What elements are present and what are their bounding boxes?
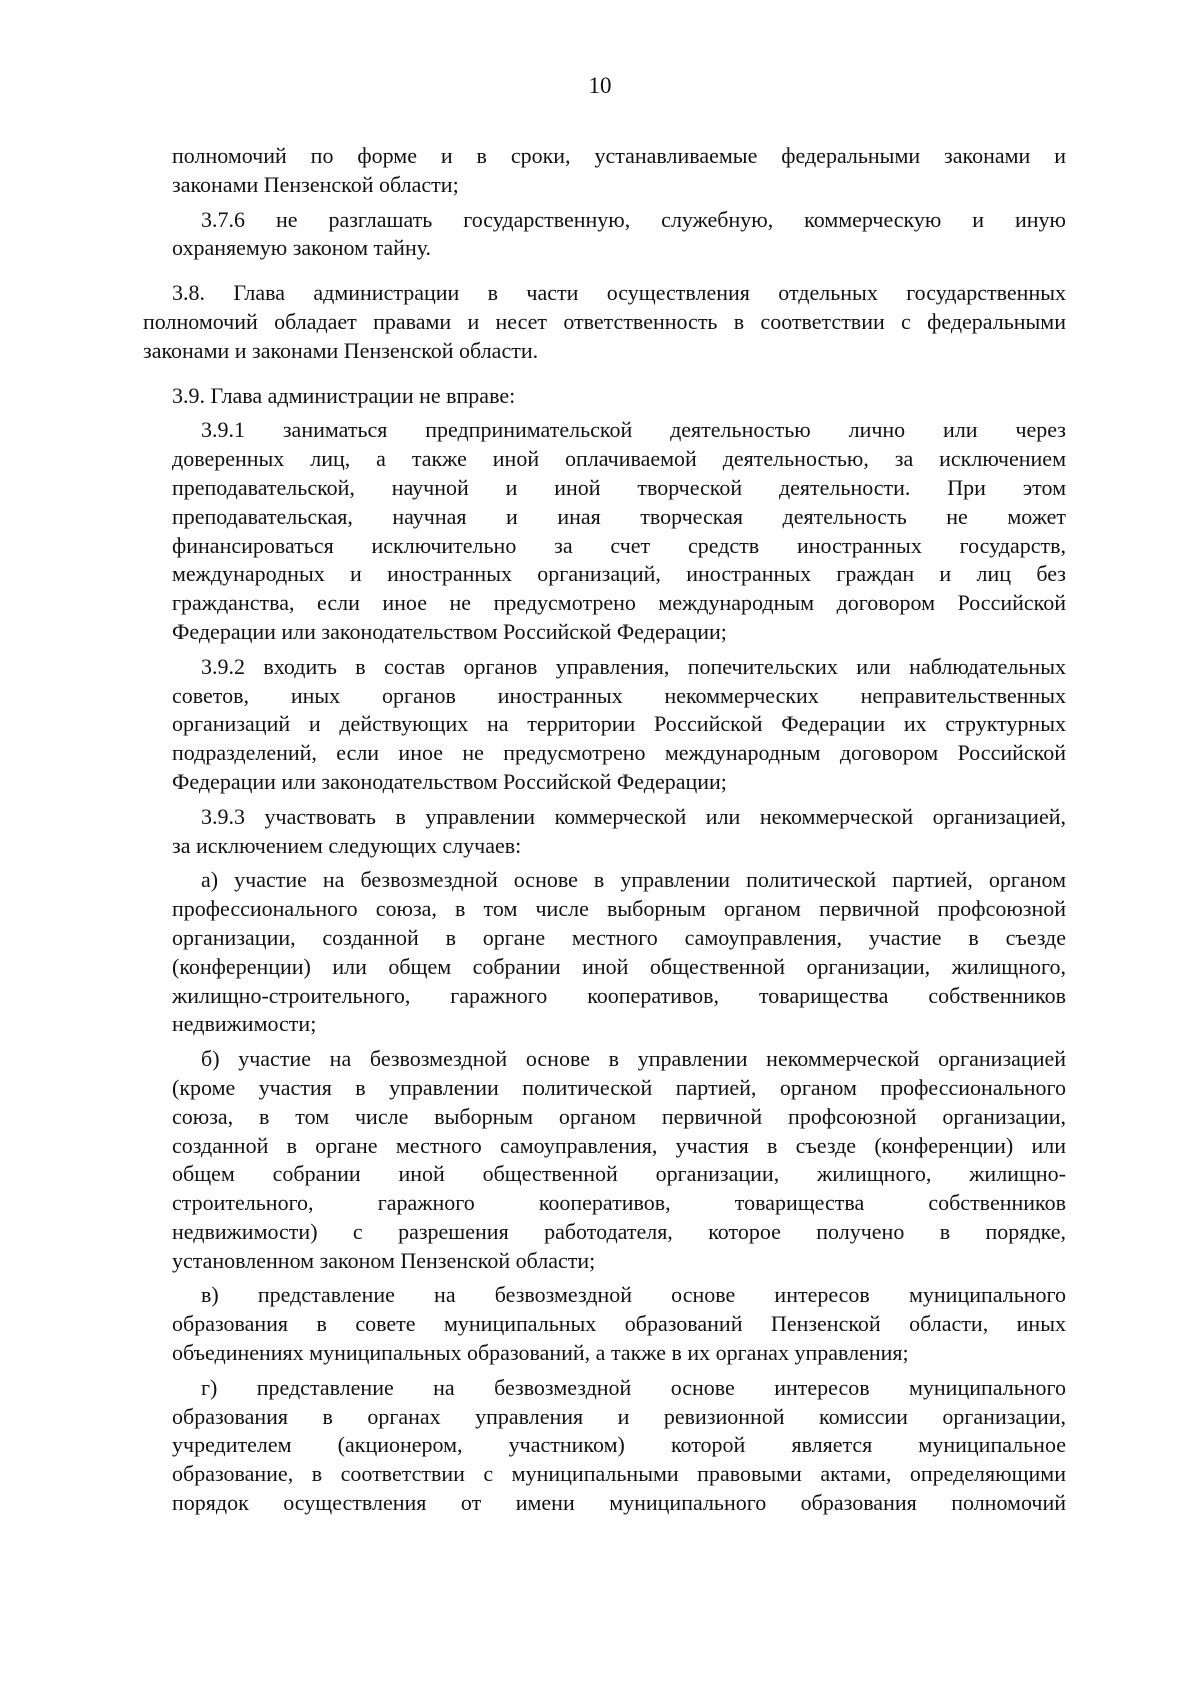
text-line: союза, в том числе выборным органом первичной профсоюзной организации, xyxy=(172,1103,1066,1129)
text-line: строительного, гаражного кооперативов, товарищества собственников xyxy=(172,1190,1066,1216)
paragraph-p4 xyxy=(143,382,1066,411)
text-line: финансироваться исключительно за счет средств иностранных государств, xyxy=(172,532,1066,558)
paragraph-p2 xyxy=(143,206,1066,264)
text-line: учредителем (акционером, участником) которой является муниципальное xyxy=(172,1432,1066,1458)
text-line: порядок осуществления от имени муниципального образования полномочий xyxy=(172,1490,1066,1516)
text-line: созданной в органе местного самоуправления, участия в съезде (конференции) или xyxy=(172,1132,1066,1158)
text-line: полномочий по форме и в сроки, устанавливаемые федеральными законами и xyxy=(172,143,1066,168)
text-line: образования в органах управления и ревизионной комиссии организации, xyxy=(172,1403,1066,1429)
text-line: 3.7.6 не разглашать государственную, служебную, коммерческую и иную xyxy=(201,206,1066,232)
text-line: Федерации или законодательством Российской Федерации; xyxy=(172,768,727,794)
text-line: в) представление на безвозмездной основе интересов муниципального xyxy=(201,1282,1066,1308)
text-line: б) участие на безвозмездной основе в управлении некоммерческой организацией xyxy=(201,1046,1066,1072)
text-line: недвижимости) с разрешения работодателя, которое получено в порядке, xyxy=(172,1218,1066,1244)
text-line: профессионального союза, в том числе выборным органом первичной профсоюзной xyxy=(172,896,1066,922)
paragraph-p3 xyxy=(143,279,1066,365)
text-line: Федерации или законодательством Российской Федерации; xyxy=(172,618,727,644)
document-body xyxy=(143,142,1066,1524)
text-line: за исключением следующих случаев: xyxy=(172,832,522,858)
paragraph-p10 xyxy=(143,1281,1066,1367)
page-number: 10 xyxy=(588,73,612,98)
text-line: международных и иностранных организаций, иностранных граждан и лиц без xyxy=(172,561,1066,587)
text-line: доверенных лиц, а также иной оплачиваемой деятельностью, за исключением xyxy=(172,446,1066,472)
paragraph-p8 xyxy=(143,866,1066,1039)
text-line: преподавательской, научной и иной творческой деятельности. При этом xyxy=(172,474,1066,500)
paragraph-p6 xyxy=(143,653,1066,797)
text-line: а) участие на безвозмездной основе в управлении политической партией, органом xyxy=(201,867,1066,893)
text-line: 3.9. Глава администрации не вправе: xyxy=(172,382,516,408)
text-line: (кроме участия в управлении политической партией, органом профессионального xyxy=(172,1074,1066,1100)
text-line: 3.9.3 участвовать в управлении коммерческой или некоммерческой организацией, xyxy=(201,803,1066,829)
text-line: 3.9.2 входить в состав органов управления, попечительских или наблюдательных xyxy=(201,653,1066,679)
text-line: гражданства, если иное не предусмотрено международным договором Российской xyxy=(172,590,1066,616)
text-line: установленном законом Пензенской области; xyxy=(172,1247,596,1273)
text-line: преподавательская, научная и иная творческая деятельность не может xyxy=(172,503,1066,529)
text-line: (конференции) или общем собрании иной общественной организации, жилищного, xyxy=(172,953,1066,979)
paragraph-p9 xyxy=(143,1045,1066,1275)
text-line: советов, иных органов иностранных некоммерческих неправительственных xyxy=(172,682,1066,708)
text-line: общем собрании иной общественной организации, жилищного, жилищно- xyxy=(172,1161,1066,1187)
text-line: организации, созданной в органе местного самоуправления, участие в съезде xyxy=(172,924,1066,950)
paragraph-p1 xyxy=(143,142,1066,200)
text-line: организаций и действующих на территории Российской Федерации их структурных xyxy=(172,711,1066,737)
text-line: подразделений, если иное не предусмотрено международным договором Российской xyxy=(172,740,1066,766)
text-line: г) представление на безвозмездной основе интересов муниципального xyxy=(201,1374,1066,1400)
text-line: 3.8. Глава администрации в части осуществления отдельных государственных xyxy=(172,280,1066,306)
text-line: полномочий обладает правами и несет ответственность в соответствии с федеральными xyxy=(143,308,1066,334)
paragraph-p11 xyxy=(143,1374,1066,1518)
text-line: образование, в соответствии с муниципальными правовыми актами, определяющими xyxy=(172,1461,1066,1487)
text-line: жилищно-строительного, гаражного кооперативов, товарищества собственников xyxy=(172,982,1066,1008)
text-line: 3.9.1 заниматься предпринимательской деятельностью лично или через xyxy=(201,417,1066,443)
text-line: объединениях муниципальных образований, а также в их органах управления; xyxy=(172,1340,909,1366)
paragraph-p7 xyxy=(143,803,1066,861)
paragraph-p5 xyxy=(143,416,1066,646)
text-line: охраняемую законом тайну. xyxy=(172,235,432,261)
text-line: законами и законами Пензенской области. xyxy=(143,337,539,363)
text-line: недвижимости; xyxy=(172,1011,317,1037)
text-line: образования в совете муниципальных образований Пензенской области, иных xyxy=(172,1311,1066,1337)
text-line: законами Пензенской области; xyxy=(172,171,459,197)
